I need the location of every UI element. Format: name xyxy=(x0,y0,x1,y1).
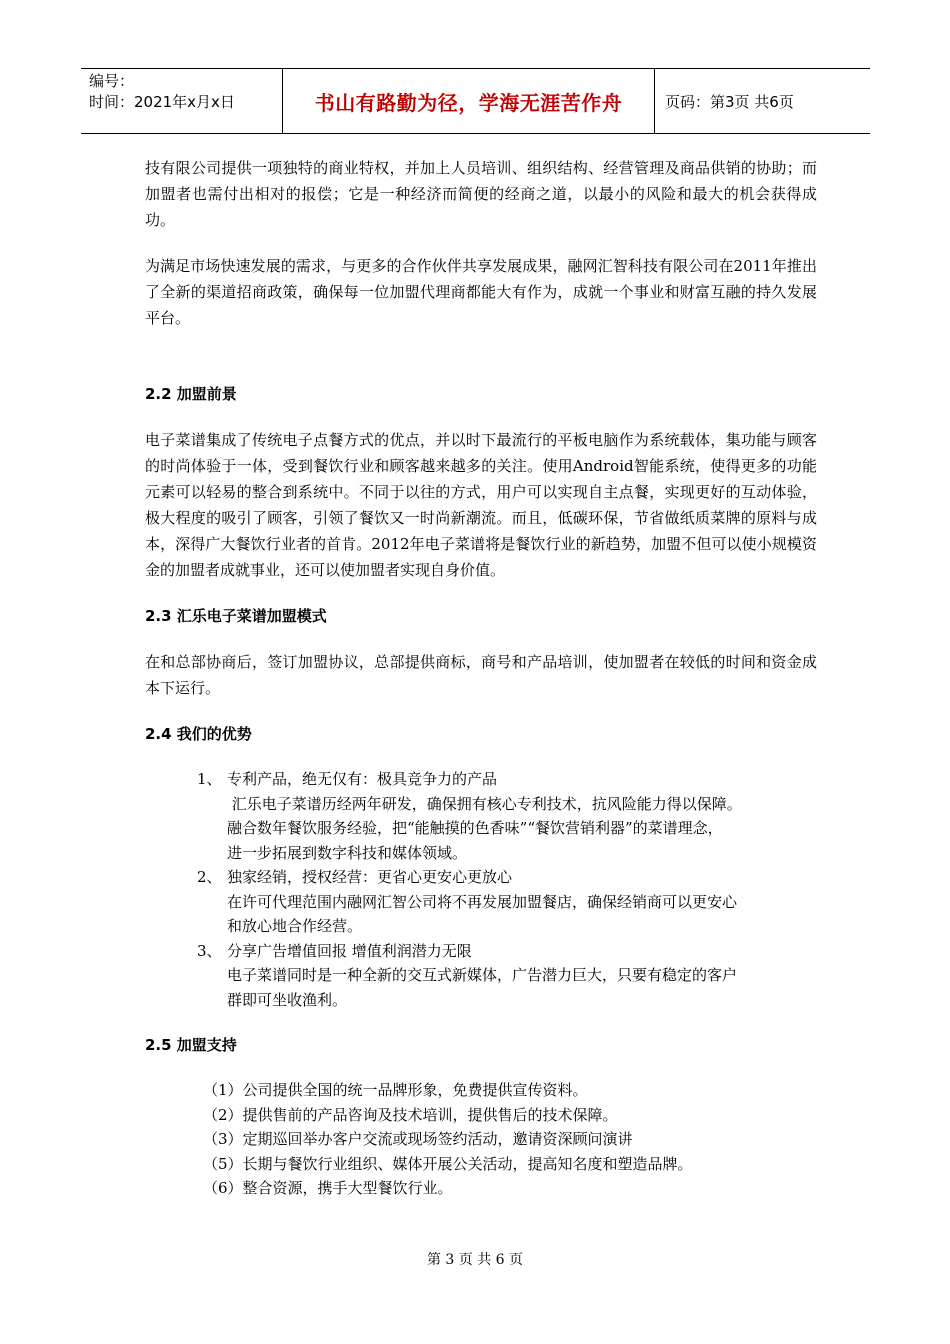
list-item-line: 电子菜谱同时是一种全新的交互式新媒体，广告潜力巨大，只要有稳定的客户 xyxy=(227,966,738,984)
section-2-2-text: 电子菜谱集成了传统电子点餐方式的优点，并以时下最流行的平板电脑作为系统载体，集功能与顾客的时尚体验于一体，受到餐饮行业和顾客越来越多的关注。使用Android智能系统，使得更多的功能元素可以轻易的整合到系统中。不同于以往的方式，用户可以实现自主点餐，实现更好的互动体验，极大程度的吸引了顾客，引领了餐饮又一时尚新潮流。而且，低碳环保，节省做纸质菜牌的原料与成本，深得广大餐饮行业者的首肯。2012年电子菜谱将是餐饮行业的新趋势，加盟不但可以使小规模资金的加盟者成就事业，还可以使加盟者实现自身价值。 xyxy=(145,431,817,579)
list-item: （2）提供售前的产品咨询及技术培训，提供售后的技术保障。 xyxy=(203,1105,618,1124)
document-body xyxy=(145,155,817,1201)
section-2-4-title: 2.4 我们的优势 xyxy=(145,725,252,743)
section-2-2-title: 2.2 加盟前景 xyxy=(145,385,237,403)
intro-paragraph-2: 为满足市场快速发展的需求，与更多的合作伙伴共享发展成果，融网汇智科技有限公司在2011年推出了全新的渠道招商政策，确保每一位加盟代理商都能大有作为，成就一个事业和财富互融的持久发展平台。 xyxy=(145,257,817,327)
intro-paragraph-1: 技有限公司提供一项独特的商业特权，并加上人员培训、组织结构、经营管理及商品供销的协助；而加盟者也需付出相对的报偿；它是一种经济而简便的经商之道，以最小的风险和最大的机会获得成功。 xyxy=(145,159,817,229)
list-item xyxy=(197,865,817,939)
list-item-line: 进一步拓展到数字科技和媒体领域。 xyxy=(227,843,468,862)
list-item-title: 专利产品，绝无仅有：极具竞争力的产品 xyxy=(227,770,498,788)
page-footer: 第 3 页 共 6 页 xyxy=(426,1252,524,1268)
list-item: （3）定期巡回举办客户交流或现场签约活动，邀请资深顾问演讲 xyxy=(203,1130,633,1148)
list-item-title: 分享广告增值回报 增值利润潜力无限 xyxy=(227,941,472,960)
list-item-number: 3、 xyxy=(197,941,222,960)
list-item xyxy=(197,939,817,1013)
list-item-line: 融合数年餐饮服务经验，把“能触摸的色香味”“餐饮营销利器”的菜谱理念， xyxy=(227,819,723,837)
list-item: （1）公司提供全国的统一品牌形象，免费提供宣传资料。 xyxy=(203,1081,588,1099)
list-item-line: 在许可代理范围内融网汇智公司将不再发展加盟餐店，确保经销商可以更安心 xyxy=(227,892,738,911)
list-item-number: 1、 xyxy=(197,770,222,788)
document-time-label: 时间：2021年x月x日 xyxy=(89,93,235,111)
list-item-title: 独家经销，授权经营：更省心更安心更放心 xyxy=(227,868,513,886)
header-motto: 书山有路勤为径，学海无涯苦作舟 xyxy=(283,69,655,133)
list-item-number: 2、 xyxy=(197,868,222,886)
section-2-3-text: 在和总部协商后，签订加盟协议，总部提供商标，商号和产品培训，使加盟者在较低的时间和资金成本下运行。 xyxy=(145,653,817,697)
list-item: （6）整合资源，携手大型餐饮行业。 xyxy=(203,1179,453,1197)
support-list xyxy=(203,1078,817,1201)
section-2-5-title: 2.5 加盟支持 xyxy=(145,1036,237,1054)
header-left-cell xyxy=(81,69,283,133)
document-number-label: 编号： xyxy=(89,72,135,90)
list-item: （5）长期与餐饮行业组织、媒体开展公关活动，提高知名度和塑造品牌。 xyxy=(203,1154,693,1173)
advantages-list xyxy=(197,767,817,1012)
section-2-3-title: 2.3 汇乐电子菜谱加盟模式 xyxy=(145,607,327,625)
list-item xyxy=(197,767,817,865)
list-item-line: 汇乐电子菜谱历经两年研发，确保拥有核心专利技术，抗风险能力得以保障。 xyxy=(227,794,742,813)
list-item-line: 和放心地合作经营。 xyxy=(227,917,363,935)
header-page-label: 页码：第3页 共6页 xyxy=(665,92,794,111)
page-header xyxy=(81,68,870,134)
list-item-line: 群即可坐收渔利。 xyxy=(227,990,348,1009)
